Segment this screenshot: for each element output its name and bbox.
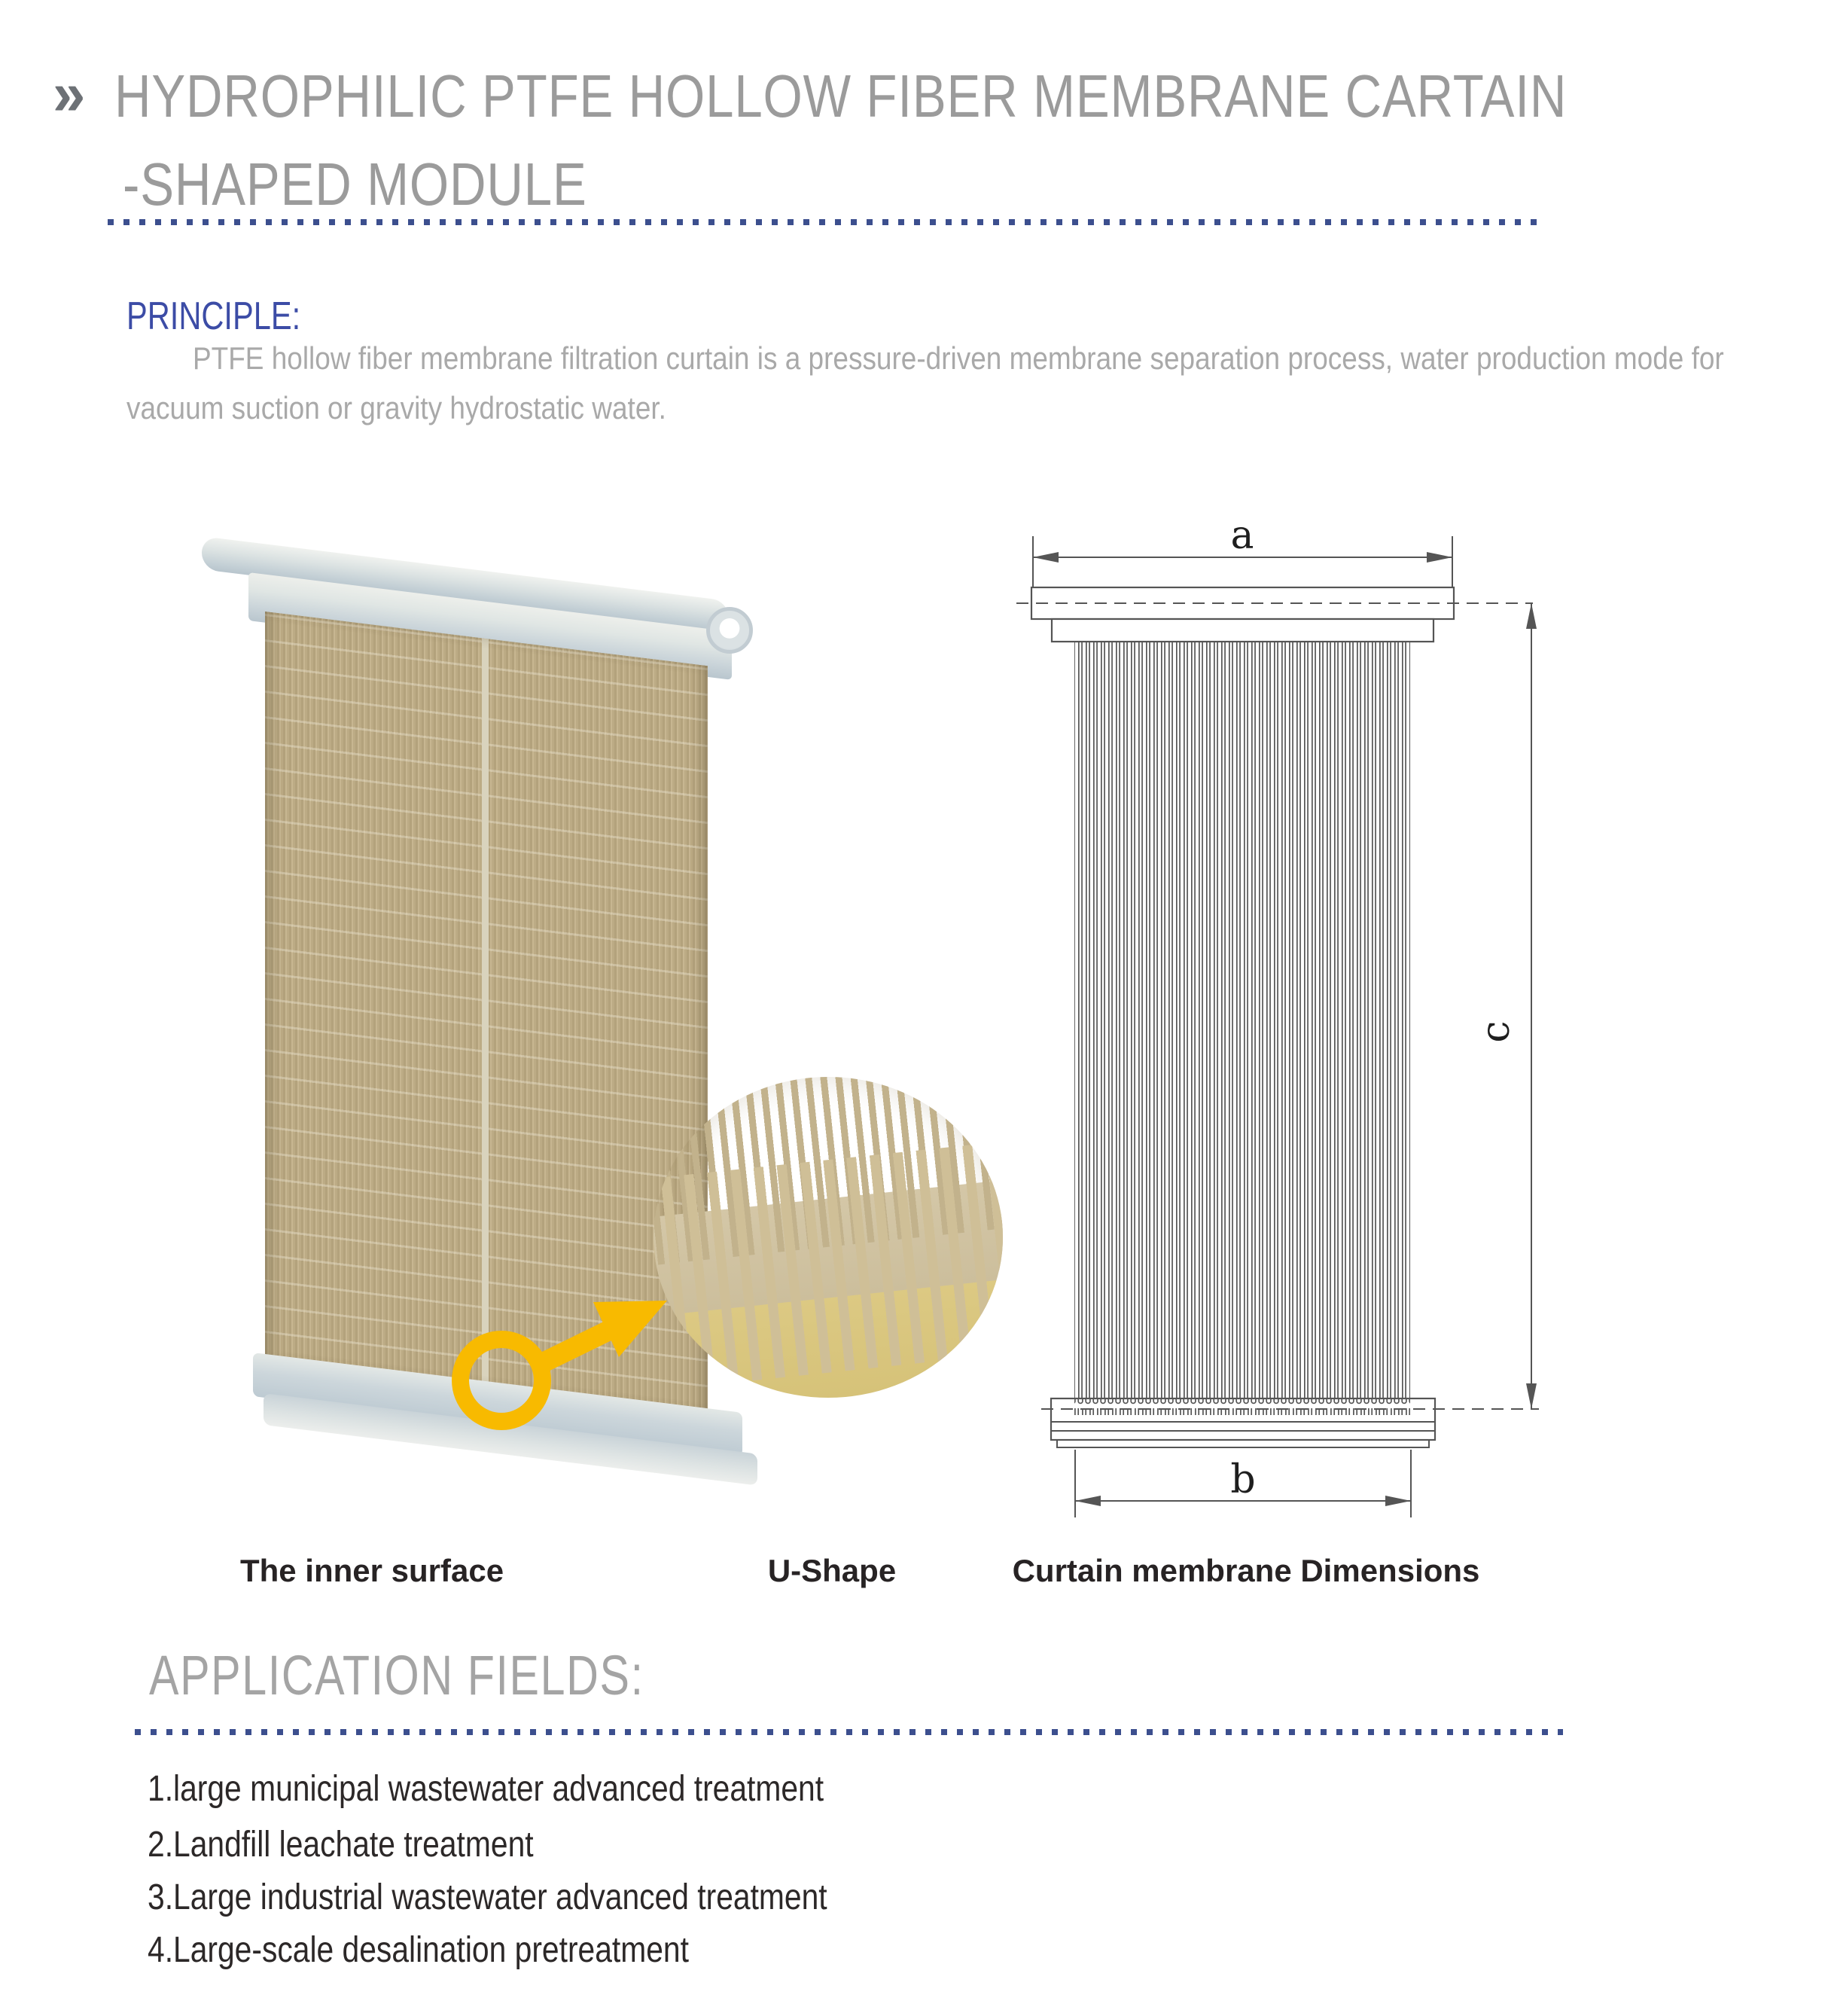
application-list-item: 1.large municipal wastewater advanced treatment	[148, 1769, 824, 1809]
dimension-label-a: a	[1230, 513, 1254, 558]
u-shape-magnified-inset	[654, 1077, 1003, 1398]
dimension-label-c: c	[1473, 1020, 1519, 1043]
application-fields-heading: APPLICATION FIELDS:	[149, 1644, 644, 1706]
principle-text-line2: vacuum suction or gravity hydrostatic water.	[126, 390, 666, 425]
inset-front-fibers	[654, 1137, 1003, 1395]
dotted-divider-bottom	[135, 1729, 1563, 1735]
application-list-item: 2.Landfill leachate treatment	[148, 1825, 534, 1865]
principle-heading: PRINCIPLE:	[126, 294, 301, 338]
principle-text-line1: PTFE hollow fiber membrane filtration curtain is a pressure-driven membrane separation process, water production mode for	[193, 340, 1724, 376]
caption-inner-surface: The inner surface	[239, 1553, 504, 1588]
pipe-opening	[706, 607, 753, 654]
dimension-label-b: b	[1230, 1457, 1256, 1502]
caption-u-shape: U-Shape	[767, 1553, 897, 1588]
page-title-line2: -SHAPED MODULE	[123, 151, 587, 218]
application-list-item: 3.Large industrial wastewater advanced treatment	[148, 1877, 827, 1917]
curtain-dimensions-drawing	[1009, 497, 1551, 1574]
application-list-item: 4.Large-scale desalination pretreatment	[148, 1930, 689, 1970]
double-chevron-icon: »	[53, 59, 86, 128]
page-title-line1: HYDROPHILIC PTFE HOLLOW FIBER MEMBRANE CARTAIN	[114, 63, 1568, 130]
caption-curtain-dimensions: Curtain membrane Dimensions	[1012, 1553, 1480, 1588]
dotted-divider-top	[108, 219, 1540, 225]
